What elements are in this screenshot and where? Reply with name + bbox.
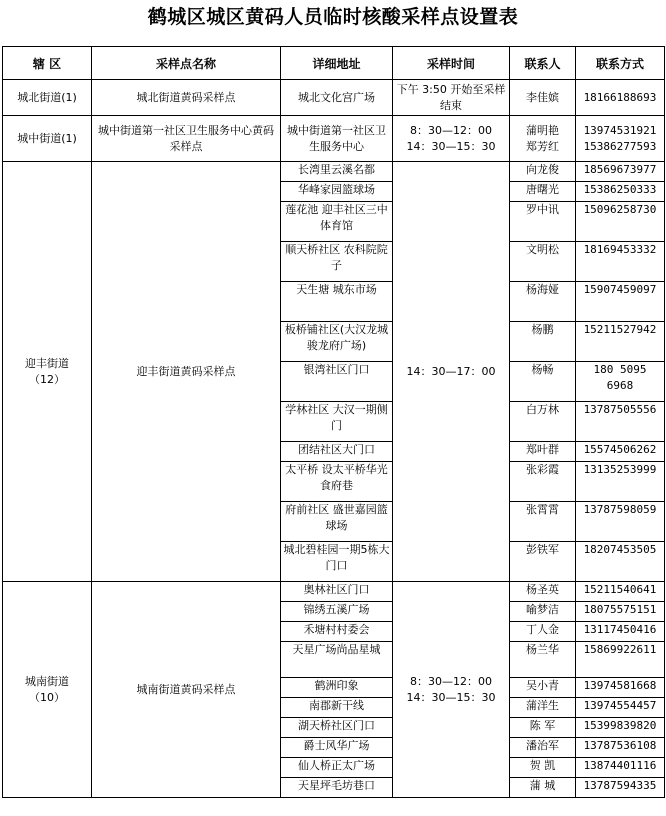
phone-cell: 13974531921 15386277593 bbox=[576, 116, 665, 162]
contact-cell: 郑叶群 bbox=[510, 442, 576, 462]
table-row bbox=[3, 116, 665, 162]
district-cell: 城中街道(1) bbox=[3, 116, 92, 162]
phone-cell: 18569673977 bbox=[576, 162, 665, 182]
address-cell: 奥林社区门口 bbox=[281, 582, 393, 602]
address-cell: 莲花池 迎丰社区三中体育馆 bbox=[281, 202, 393, 242]
page-title: 鹤城区城区黄码人员临时核酸采样点设置表 bbox=[147, 6, 519, 28]
address-cell: 学林社区 大汉一期侧门 bbox=[281, 402, 393, 442]
time-cell: 14：30—17：00 bbox=[393, 162, 510, 582]
header-district: 辖 区 bbox=[3, 47, 92, 80]
address-cell: 华峰家园篮球场 bbox=[281, 182, 393, 202]
header-contact: 联系人 bbox=[510, 47, 576, 80]
phone-cell: 13787505556 bbox=[576, 402, 665, 442]
phone-cell: 13787536108 bbox=[576, 738, 665, 758]
sampling-sites-table bbox=[2, 46, 665, 798]
phone-cell: 13874401116 bbox=[576, 758, 665, 778]
contact-cell: 白万林 bbox=[510, 402, 576, 442]
table-row bbox=[3, 582, 665, 602]
address-cell: 锦绣五溪广场 bbox=[281, 602, 393, 622]
address-cell: 长湾里云溪名都 bbox=[281, 162, 393, 182]
phone-cell: 15386250333 bbox=[576, 182, 665, 202]
address-cell: 仙人桥正太广场 bbox=[281, 758, 393, 778]
phone-cell: 15211540641 bbox=[576, 582, 665, 602]
contact-cell: 蒲洋生 bbox=[510, 698, 576, 718]
contact-cell: 喻梦洁 bbox=[510, 602, 576, 622]
phone-cell: 18169453332 bbox=[576, 242, 665, 282]
phone-cell: 13974581668 bbox=[576, 678, 665, 698]
header-address: 详细地址 bbox=[281, 47, 393, 80]
contact-cell: 文明松 bbox=[510, 242, 576, 282]
contact-cell: 杨鹏 bbox=[510, 322, 576, 362]
phone-cell: 13974554457 bbox=[576, 698, 665, 718]
contact-cell: 彭铁军 bbox=[510, 542, 576, 582]
site-name-cell: 城中街道第一社区卫生服务中心黄码采样点 bbox=[92, 116, 281, 162]
contact-cell: 唐曙光 bbox=[510, 182, 576, 202]
site-name-cell: 迎丰街道黄码采样点 bbox=[92, 162, 281, 582]
phone-cell: 18075575151 bbox=[576, 602, 665, 622]
phone-cell: 13117450416 bbox=[576, 622, 665, 642]
header-site: 采样点名称 bbox=[92, 47, 281, 80]
contact-cell: 吴小青 bbox=[510, 678, 576, 698]
phone-cell: 13787594335 bbox=[576, 778, 665, 798]
address-cell: 南郡新干线 bbox=[281, 698, 393, 718]
phone-cell: 13135253999 bbox=[576, 462, 665, 502]
phone-cell: 18166188693 bbox=[576, 80, 665, 116]
address-cell: 天星广场尚品星城 bbox=[281, 642, 393, 678]
phone-cell: 13787598059 bbox=[576, 502, 665, 542]
phone-cell: 15574506262 bbox=[576, 442, 665, 462]
phone-cell: 15211527942 bbox=[576, 322, 665, 362]
contact-cell: 杨圣英 bbox=[510, 582, 576, 602]
address-cell: 城中街道第一社区卫生服务中心 bbox=[281, 116, 393, 162]
phone-cell: 15869922611 bbox=[576, 642, 665, 678]
address-cell: 板桥铺社区(大汉龙城骏龙府广场) bbox=[281, 322, 393, 362]
phone-cell: 180 5095 6968 bbox=[576, 362, 665, 402]
time-cell: 8：30—12：00 14：30—15：30 bbox=[393, 582, 510, 798]
contact-cell: 李佳嫔 bbox=[510, 80, 576, 116]
contact-cell: 贺 凯 bbox=[510, 758, 576, 778]
site-name-cell: 城南街道黄码采样点 bbox=[92, 582, 281, 798]
contact-cell: 杨畅 bbox=[510, 362, 576, 402]
district-cell: 城南街道 （10） bbox=[3, 582, 92, 798]
contact-cell: 蒲明艳 郑芳红 bbox=[510, 116, 576, 162]
address-cell: 城北碧桂园一期5栋大门口 bbox=[281, 542, 393, 582]
address-cell: 天生塘 城东市场 bbox=[281, 282, 393, 322]
address-cell: 城北文化宫广场 bbox=[281, 80, 393, 116]
contact-cell: 蒲 城 bbox=[510, 778, 576, 798]
contact-cell: 潘治军 bbox=[510, 738, 576, 758]
site-name-cell: 城北街道黄码采样点 bbox=[92, 80, 281, 116]
district-cell: 城北街道(1) bbox=[3, 80, 92, 116]
contact-cell: 张彩霞 bbox=[510, 462, 576, 502]
address-cell: 团结社区大门口 bbox=[281, 442, 393, 462]
address-cell: 太平桥 设太平桥华光食府巷 bbox=[281, 462, 393, 502]
contact-cell: 杨海娅 bbox=[510, 282, 576, 322]
address-cell: 爵士风华广场 bbox=[281, 738, 393, 758]
district-cell: 迎丰街道 （12） bbox=[3, 162, 92, 582]
header-phone: 联系方式 bbox=[576, 47, 665, 80]
address-cell: 禾塘村村委会 bbox=[281, 622, 393, 642]
contact-cell: 杨兰华 bbox=[510, 642, 576, 678]
contact-cell: 张霄霄 bbox=[510, 502, 576, 542]
address-cell: 顺天桥社区 农科院院子 bbox=[281, 242, 393, 282]
address-cell: 府前社区 盛世嘉园篮球场 bbox=[281, 502, 393, 542]
phone-cell: 15096258730 bbox=[576, 202, 665, 242]
phone-cell: 18207453505 bbox=[576, 542, 665, 582]
phone-cell: 15907459097 bbox=[576, 282, 665, 322]
address-cell: 湖天桥社区门口 bbox=[281, 718, 393, 738]
table-row bbox=[3, 162, 665, 182]
contact-cell: 罗中讯 bbox=[510, 202, 576, 242]
contact-cell: 向龙俊 bbox=[510, 162, 576, 182]
contact-cell: 陈 军 bbox=[510, 718, 576, 738]
time-cell: 下午 3:50 开始至采样结束 bbox=[393, 80, 510, 116]
contact-cell: 丁人金 bbox=[510, 622, 576, 642]
address-cell: 鹤洲印象 bbox=[281, 678, 393, 698]
table-row bbox=[3, 80, 665, 116]
header-time: 采样时间 bbox=[393, 47, 510, 80]
table-header-row bbox=[3, 47, 665, 80]
time-cell: 8：30—12：00 14：30—15：30 bbox=[393, 116, 510, 162]
address-cell: 银湾社区门口 bbox=[281, 362, 393, 402]
address-cell: 天星坪毛坊巷口 bbox=[281, 778, 393, 798]
phone-cell: 15399839820 bbox=[576, 718, 665, 738]
